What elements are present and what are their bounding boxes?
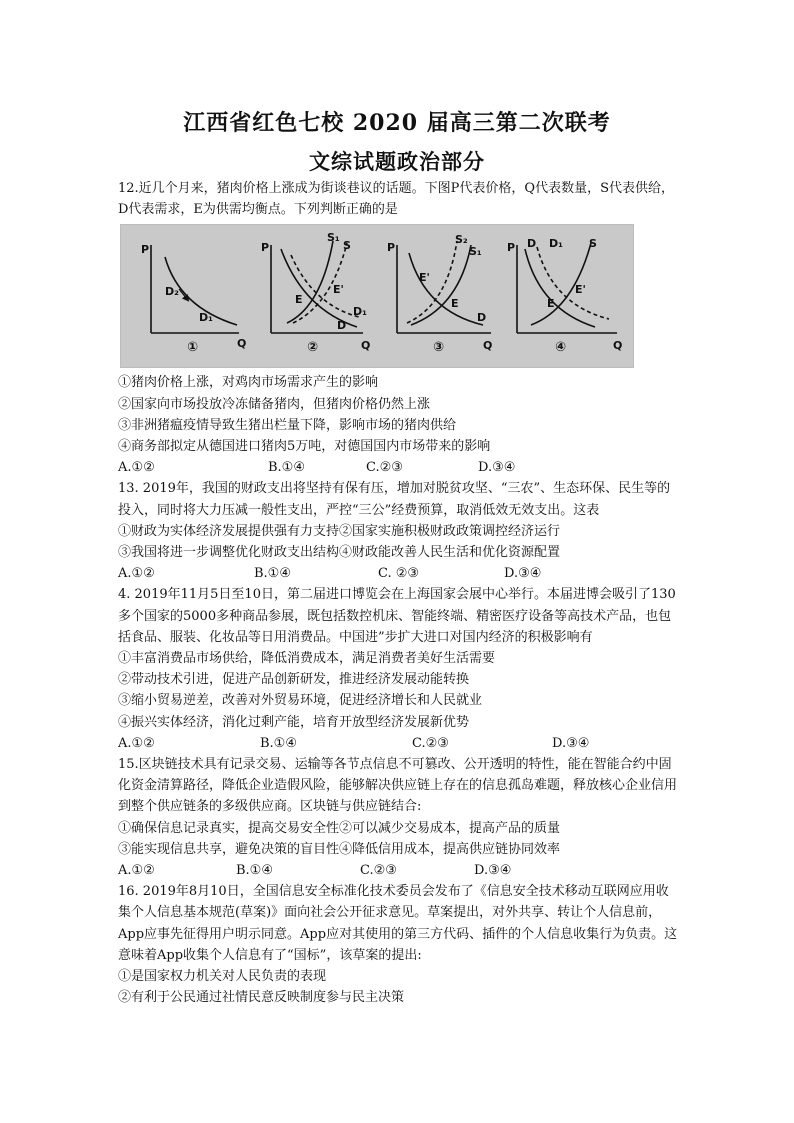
questions [118,178,678,1009]
q12-option-b: B.①④ [268,460,305,476]
graph-3-s1-label: S₁ [469,245,482,259]
q13-options [118,563,678,584]
graph-4-q-label: Q [613,339,623,353]
q12-option-c: C.②③ [366,460,403,476]
q12-option-a: A.①② [118,460,155,476]
graph-2-number: ② [307,340,319,356]
graph-4-d1-label: D₁ [549,237,563,251]
graph-3-e-prime-label: E' [419,271,430,285]
q12-option-d: D.③④ [478,460,516,476]
q12-item-2: ②国家向市场投放冷冻储备猪肉，但猪肉价格仍然上涨 [118,396,431,412]
q15-option-c: C.②③ [360,863,397,879]
q13-stem: 13. 2019年，我国的财政支出将坚持有保有压，增加对脱贫攻坚、“三农”、生态环保、民生等的投入，同时将大力压减一般性支出，严控“三公”经费预算，取消低效无效支出。这表 [118,481,671,518]
q12-item-3: ③非洲猪瘟疫情导致生猪出栏量下降，影响市场的猪肉供给 [118,417,457,433]
graph-2-s-label: S [343,239,351,253]
graph-2-q-label: Q [361,339,371,353]
graph-1-q-label: Q [237,337,247,351]
graph-1-number: ① [187,340,199,356]
graph-2 [271,241,363,333]
graph-3-number: ③ [433,340,445,356]
q13-option-c: C. ②③ [378,566,420,582]
q16-stem: 16. 2019年8月10日，全国信息安全标准化技术委员会发布了《信息安全技术移动互联网应用收集个人信息基本规范(草案)》面向社会公开征求意见。草案提出，对外共享、转让个人信息前，App应事先征得用户明示同意。App应对其使用的第三方代码、插件的个人信息收集行为负责。这意味着App收集个人信息有了“国标”，该草案的提出: [118,884,678,963]
q16-item-2: ②有利于公民通过社情民意反映制度参与民主决策 [118,990,405,1006]
page-title: 江西省红色七校 2020 届高三第二次联考 [183,110,611,136]
q14-option-a: A.①② [118,735,155,751]
graph-4-d-label: D [527,237,537,251]
supply-demand-figure [120,224,634,368]
graph-3-q-label: Q [483,339,493,353]
graph-3-e-label: E [451,297,459,311]
q15-item-1: ①确保信息记录真实，提高交易安全性②可以减少交易成本，提高产品的质量 [118,820,561,836]
q15-stem: 15.区块链技术具有记录交易、运输等各节点信息不可篡改、公开透明的特性，能在智能合约中固化资金清算路径，降低企业造假风险，能够解决供应链上存在的信息孤岛难题，释放核心企业信用到整个供应链条的多级供应商。区块链与供应链结合: [118,757,678,815]
graph-3-s1-curve [411,245,471,325]
graph-3-d-label: D [477,311,487,325]
q14-item-4: ④振兴实体经济，消化过剩产能，培育开放型经济发展新优势 [118,714,470,730]
graph-4-p-label: P [507,241,516,255]
graph-4-e-prime-label: E' [575,283,586,297]
q12-item-4: ④商务部拟定从德国进口猪肉5万吨，对德国国内市场带来的影响 [118,439,491,455]
q14-item-3: ③缩小贸易逆差，改善对外贸易环境，促进经济增长和人民就业 [118,693,483,709]
q15-option-a: A.①② [118,863,155,879]
q14-stem: 4. 2019年11月5日至10日，第二届进口博览会在上海国家会展中心举行。本届进博会吸引了130多个国家的5000多种商品参展，既包括数控机床、智能终端、精密医疗设备等高技术产品，也包括食品、服装、化妆品等日用消费品。中国进”步扩大进口对国内经济的积极影响有 [118,587,676,645]
q15-option-b: B.①④ [236,863,273,879]
graph-4-e-label: E [547,297,555,311]
q14-option-c: C.②③ [412,735,449,751]
graph-4 [517,243,617,333]
graph-4-number: ④ [555,340,567,356]
q14-option-b: B.①④ [260,735,297,751]
q14-option-d: D.③④ [552,735,590,751]
graph-3-d-curve [409,253,483,325]
graph-1-d2-label: D₂ [165,285,179,299]
graph-3-p-label: P [387,241,396,255]
graph-2-d1-label: D₁ [353,305,367,319]
graph-2-s1-label: S₁ [327,231,340,245]
q13-option-b: B.①④ [254,566,291,582]
q14-item-2: ②带动技术引进，促进产品创新研发，推进经济发展动能转换 [118,672,470,688]
graph-4-s-label: S [589,237,597,251]
graph-2-e-label: E [295,293,303,307]
page-subtitle: 文综试题政治部分 [309,149,485,174]
graph-2-p-label: P [261,241,270,255]
graph-2-d-label: D [337,319,347,333]
graph-1-d1-label: D₁ [199,311,213,325]
graph-3-s2-label: S₂ [455,233,468,247]
graph-1-p-label: P [141,243,150,257]
q15-option-d: D.③④ [474,863,512,879]
q14-options [118,733,678,754]
q14-item-1: ①丰富消费品市场供给，降低消费成本，满足消费者美好生活需要 [118,651,496,667]
q13-item-2: ③我国将进一步调整优化财政支出结构④财政能改善人民生活和优化资源配置 [118,545,561,561]
q13-option-d: D.③④ [504,566,542,582]
q15-item-2: ③能实现信息共享，避免决策的盲目性④降低信用成本，提高供应链协同效率 [118,841,561,857]
q15-options [118,860,678,881]
q13-option-a: A.①② [118,566,155,582]
graph-2-e-prime-label: E' [333,283,344,297]
supply-demand-graphs [121,225,633,367]
q16-item-1: ①是国家权力机关对人民负责的表现 [118,969,327,985]
q13-item-1: ①财政为实体经济发展提供强有力支持②国家实施积极财政政策调控经济运行 [118,523,561,539]
q12-stem: 12.近几个月来，猪肉价格上涨成为街谈巷议的话题。下图P代表价格，Q代表数量，S代表供给，D代表需求，E为供需均衡点。下列判断正确的是 [118,181,674,218]
q12-options [118,457,678,478]
q12-item-1: ①猪肉价格上涨，对鸡肉市场需求产生的影响 [118,375,379,391]
